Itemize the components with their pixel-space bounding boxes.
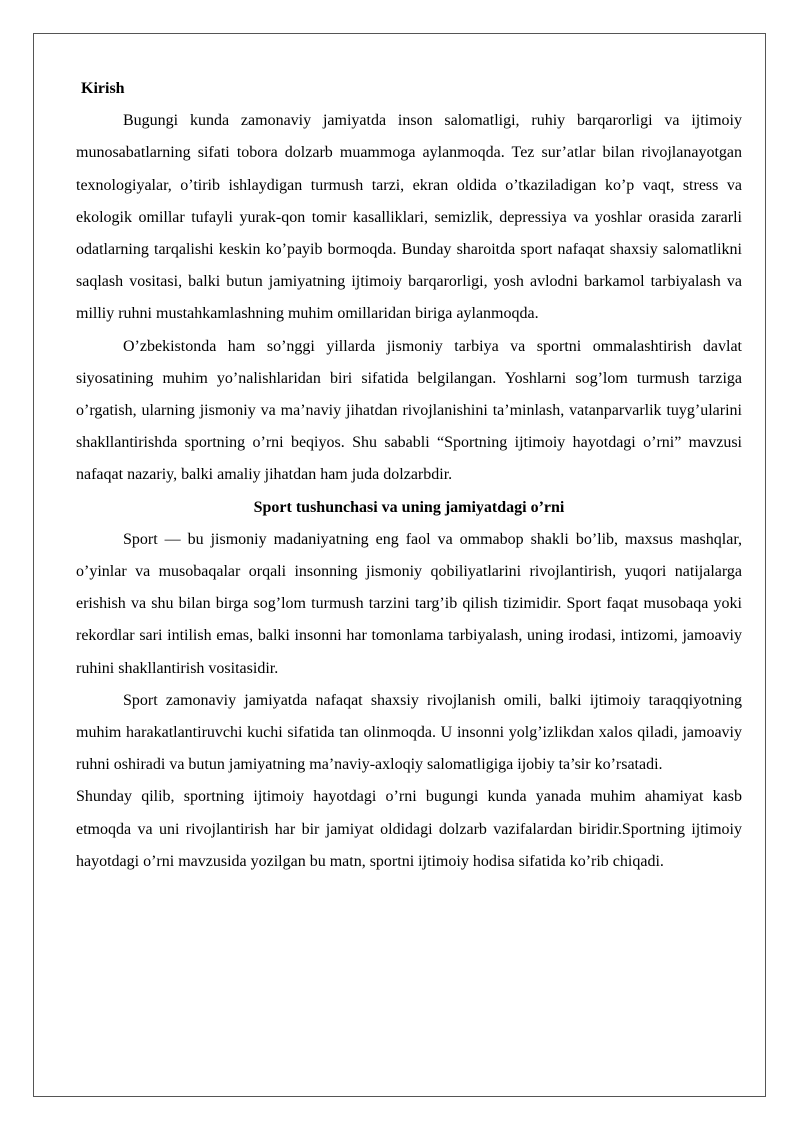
paragraph-sport-1: Sport — bu jismoniy madaniyatning eng faol va ommabop shakli bo’lib, maxsus mashqlar, o’yinlar va musobaqalar orqali insonning jismoniy qobiliyatlarini rivojlantirish, yuqori natijalarga erishish va shu bilan birga sog’lom turmush tarzini targ’ib qilish tizimidir. Sport faqat musobaqa yoki rekordlar sari intilish emas, balki insonni har tomonlama tarbiyalash, uning irodasi, intizomi, jamoaviy ruhini shakllantirish vositasidir.	[76, 530, 742, 677]
document-body	[76, 73, 742, 878]
paragraph-intro-1: Bugungi kunda zamonaviy jamiyatda inson salomatligi, ruhiy barqarorligi va ijtimoiy munosabatlarning sifati tobora dolzarb muammoga aylanmoqda. Tez sur’atlar bilan rivojlanayotgan texnologiyalar, o’tirib ishlaydigan turmush tarzi, ekran oldida o’tkaziladigan ko’p vaqt, stress va ekologik omillar tufayli yurak-qon tomir kasalliklari, semizlik, depressiya va yoshlar orasida zararli odatlarning tarqalishi keskin ko’payib bormoqda. Bunday sharoitda sport nafaqat shaxsiy salomatlikni saqlash vositasi, balki butun jamiyatning ijtimoiy barqarorligi, yosh avlodni barkamol tarbiyalash va milliy ruhni mustahkamlashning muhim omillaridan biriga aylanmoqda.	[76, 112, 742, 323]
paragraph-closing: Shunday qilib, sportning ijtimoiy hayotdagi o’rni bugungi kunda yanada muhim ahamiyat kasb etmoqda va uni rivojlantirish har bir jamiyat oldidagi dolzarb vazifalardan biridir.Sportning ijtimoiy hayotdagi o’rni mavzusida yozilgan bu matn, sportni ijtimoiy hodisa sifatida ko’rib chiqadi.	[76, 788, 742, 870]
paragraph-sport-2: Sport zamonaviy jamiyatda nafaqat shaxsiy rivojlanish omili, balki ijtimoiy taraqqiyotning muhim harakatlantiruvchi kuchi sifatida tan olinmoqda. U insonni yolg’izlikdan xalos qiladi, jamoaviy ruhni oshiradi va butun jamiyatning ma’naviy-axloqiy salomatligiga ijobiy ta’sir ko’rsatadi.	[76, 691, 742, 774]
section-heading-intro: Kirish	[81, 80, 125, 97]
section-heading-sport: Sport tushunchasi va uning jamiyatdagi o’rni	[253, 498, 565, 516]
paragraph-intro-2: O’zbekistonda ham so’nggi yillarda jismoniy tarbiya va sportni ommalashtirish davlat siyosatining muhim yo’nalishlaridan biri sifatida belgilangan. Yoshlarni sog’lom turmush tarziga o’rgatish, ularning jismoniy va ma’naviy jihatdan rivojlanishini ta’minlash, vatanparvarlik tuyg’ularini shakllantirishda sportning o’rni beqiyos. Shu sababli “Sportning ijtimoiy hayotdagi o’rni” mavzusi nafaqat nazariy, balki amaliy jihatdan ham juda dolzarbdir.	[76, 337, 742, 484]
